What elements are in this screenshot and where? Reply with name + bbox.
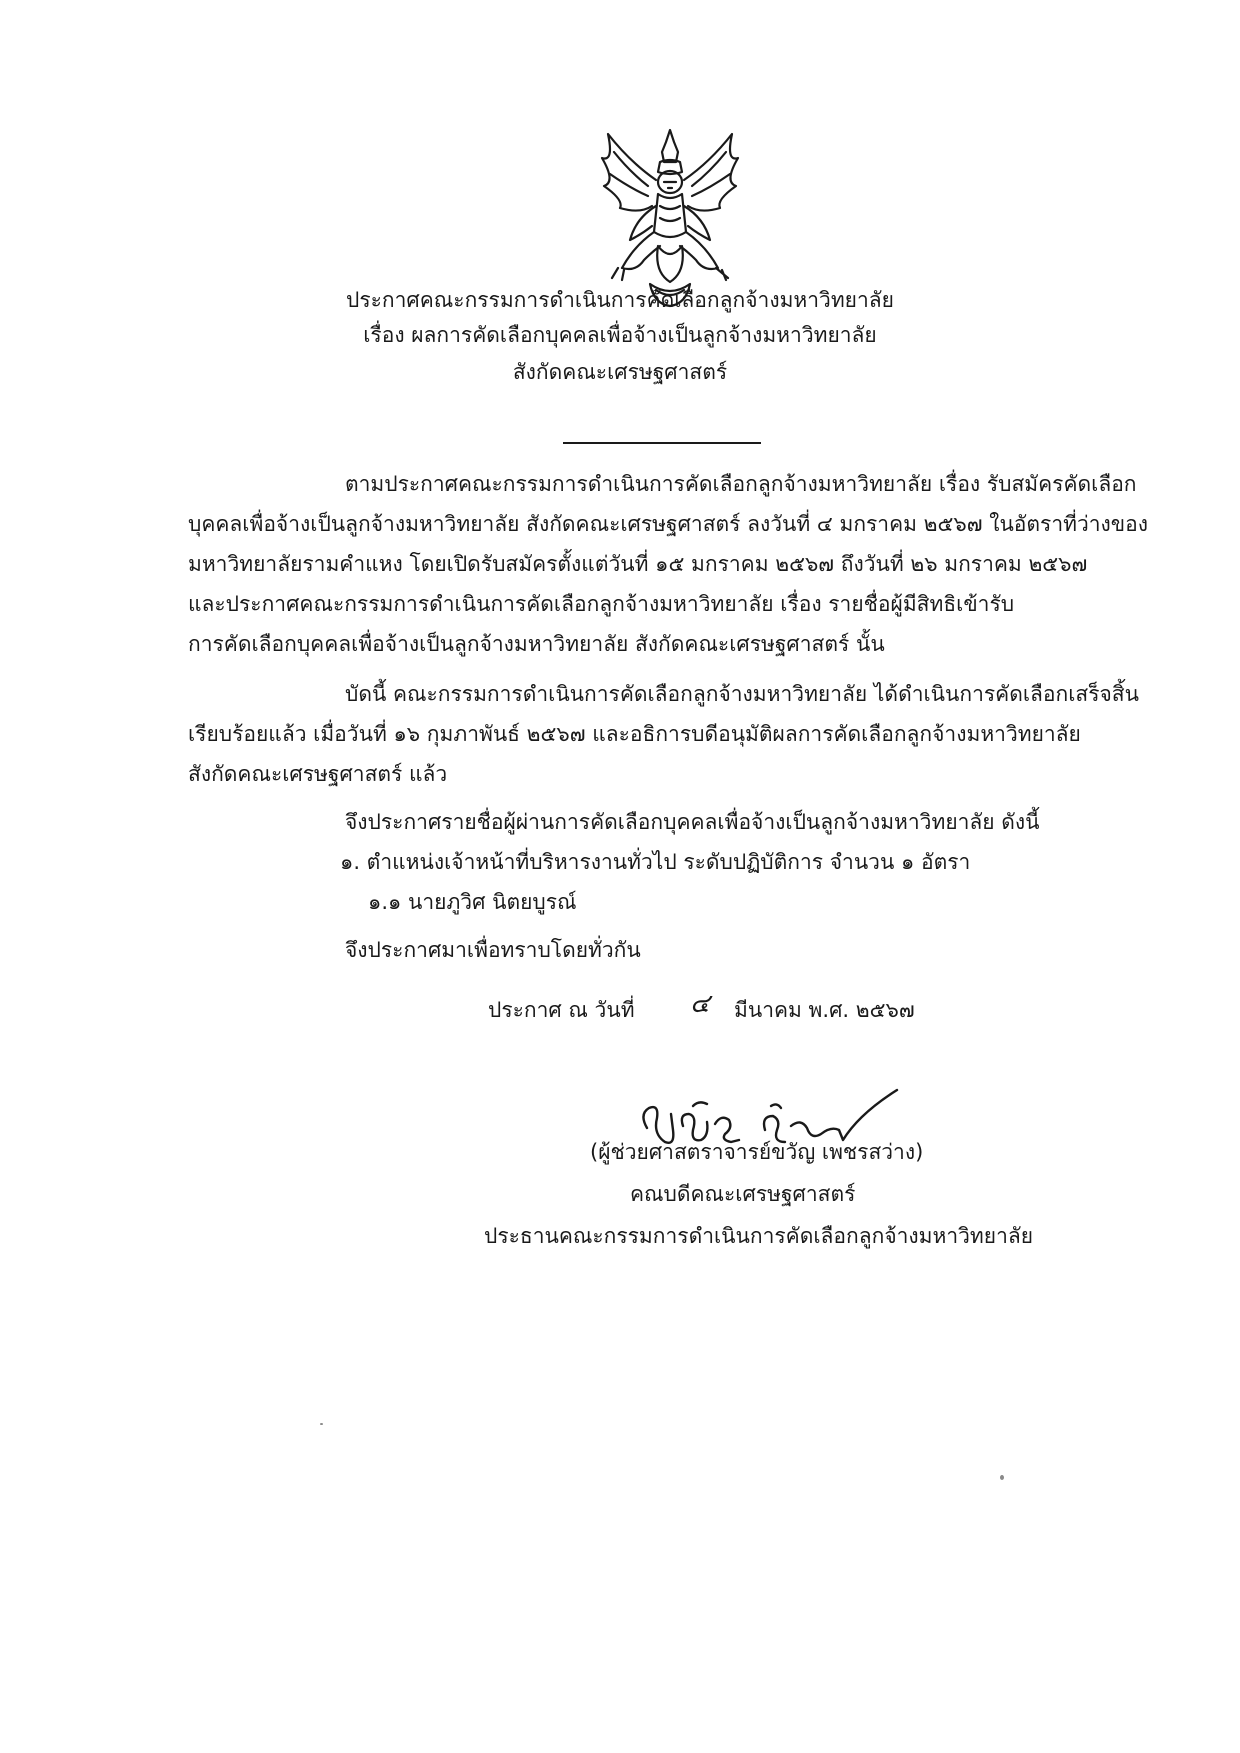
title-line-2: เรื่อง ผลการคัดเลือกบุคคลเพื่อจ้างเป็นลูกจ้างมหาวิทยาลัย [363,323,877,347]
date-month-year: มีนาคม พ.ศ. ๒๕๖๗ [734,998,915,1022]
scan-speck [320,1423,323,1425]
paragraph-1-line: ตามประกาศคณะกรรมการดำเนินการคัดเลือกลูกจ้างมหาวิทยาลัย เรื่อง รับสมัครคัดเลือก [345,472,1137,496]
garuda-emblem-icon [590,122,750,310]
title-line-3: สังกัดคณะเศรษฐศาสตร์ [512,360,728,384]
signatory-title-1: คณบดีคณะเศรษฐศาสตร์ [630,1182,856,1206]
date-prefix: ประกาศ ณ วันที่ [488,998,635,1022]
announce-line: จึงประกาศรายชื่อผู้ผ่านการคัดเลือกบุคคลเพื่อจ้างเป็นลูกจ้างมหาวิทยาลัย ดังนี้ [345,810,1040,834]
paragraph-2-line: สังกัดคณะเศรษฐศาสตร์ แล้ว [188,762,448,786]
closing-line: จึงประกาศมาเพื่อทราบโดยทั่วกัน [345,938,641,962]
scan-speck [1000,1475,1004,1480]
title-underline [563,442,761,444]
paragraph-1-line: มหาวิทยาลัยรามคำแหง โดยเปิดรับสมัครตั้งแต่วันที่ ๑๕ มกราคม ๒๕๖๗ ถึงวันที่ ๒๖ มกราคม ๒๕๖๗ [188,552,1088,576]
paragraph-2-line: บัดนี้ คณะกรรมการดำเนินการคัดเลือกลูกจ้างมหาวิทยาลัย ได้ดำเนินการคัดเลือกเสร็จสิ้น [345,682,1139,706]
paragraph-2-line: เรียบร้อยแล้ว เมื่อวันที่ ๑๖ กุมภาพันธ์ ๒๕๖๗ และอธิการบดีอนุมัติผลการคัดเลือกลูกจ้างมหาวิทยาลัย [188,722,1081,746]
date-day-handwritten: ๔ [690,989,710,1019]
position-item: ๑. ตำแหน่งเจ้าหน้าที่บริหารงานทั่วไป ระดับปฏิบัติการ จำนวน ๑ อัตรา [340,850,971,874]
signatory-name: (ผู้ช่วยศาสตราจารย์ขวัญ เพชรสว่าง) [590,1140,924,1164]
paragraph-1-line: บุคคลเพื่อจ้างเป็นลูกจ้างมหาวิทยาลัย สังกัดคณะเศรษฐศาสตร์ ลงวันที่ ๔ มกราคม ๒๕๖๗ ในอัตราที่ว่างของ [188,512,1149,536]
title-line-1: ประกาศคณะกรรมการดำเนินการคัดเลือกลูกจ้างมหาวิทยาลัย [346,288,894,312]
paragraph-1-line: และประกาศคณะกรรมการดำเนินการคัดเลือกลูกจ้างมหาวิทยาลัย เรื่อง รายชื่อผู้มีสิทธิเข้ารับ [188,592,1015,616]
selected-person: ๑.๑ นายภูวิศ นิตยบูรณ์ [368,890,577,914]
signatory-title-2: ประธานคณะกรรมการดำเนินการคัดเลือกลูกจ้างมหาวิทยาลัย [484,1224,1034,1248]
paragraph-1-line: การคัดเลือกบุคคลเพื่อจ้างเป็นลูกจ้างมหาวิทยาลัย สังกัดคณะเศรษฐศาสตร์ นั้น [188,632,885,656]
